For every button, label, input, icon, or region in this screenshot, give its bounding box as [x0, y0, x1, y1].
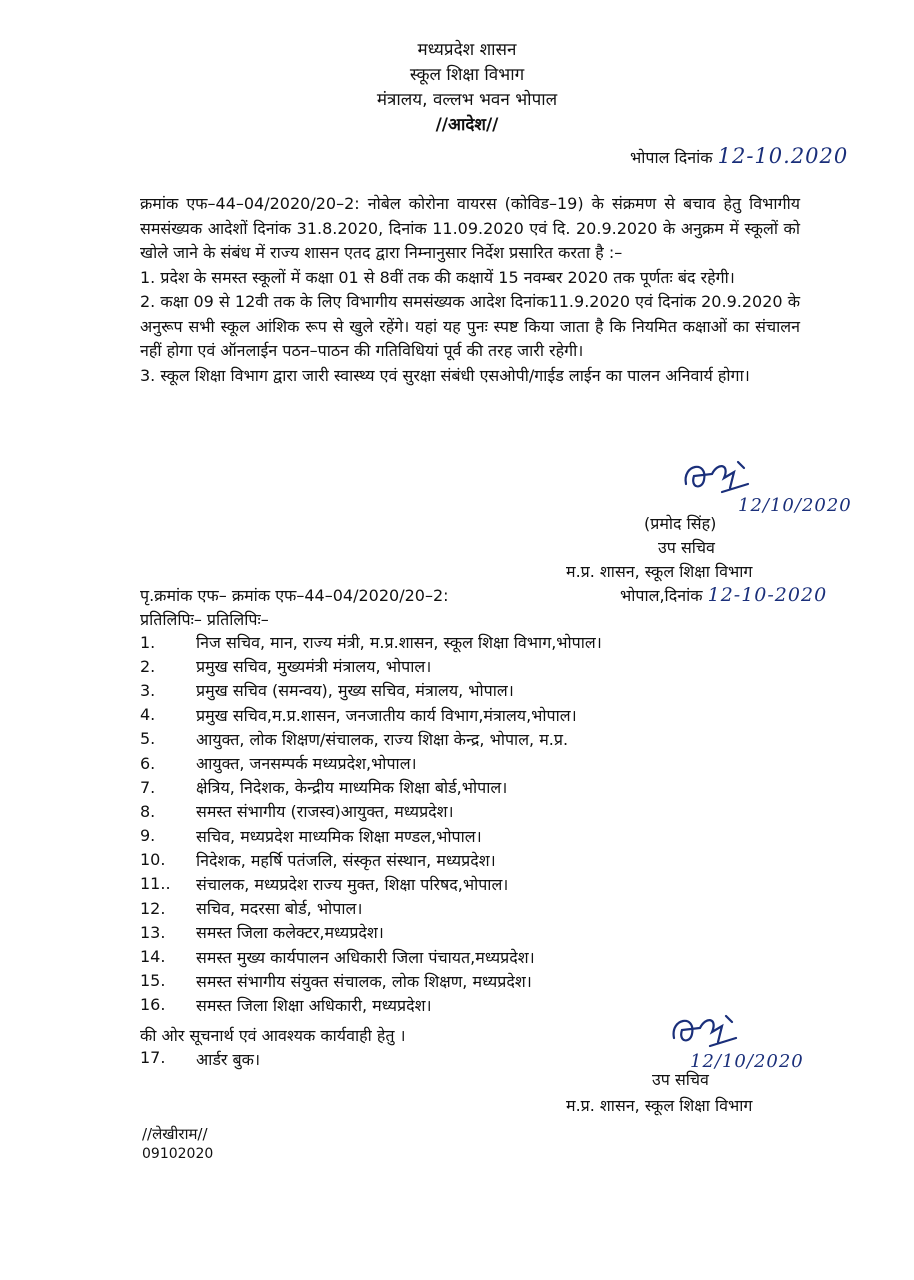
closing-line: की ओर सूचनार्थ एवं आवश्यक कार्यवाही हेतु ।: [140, 1026, 406, 1045]
list-item-number: 13.: [140, 922, 166, 942]
list-item-text: निज सचिव, मान, राज्य मंत्री, म.प्र.शासन, स्कूल शिक्षा विभाग,भोपाल।: [196, 633, 602, 653]
list-item: [140, 969, 780, 993]
list-item-text: समस्त जिला शिक्षा अधिकारी, मध्यप्रदेश।: [196, 995, 432, 1015]
list-item-text: आयुक्त, जनसम्पर्क मध्यप्रदेश,भोपाल।: [196, 754, 417, 774]
copy-date-label: भोपाल,दिनांक: [620, 586, 703, 605]
list-item-text: प्रमुख सचिव,म.प्र.शासन, जनजातीय कार्य विभाग,मंत्रालय,भोपाल।: [196, 705, 577, 725]
list-item-number: 10.: [140, 850, 166, 870]
list-item: [140, 703, 780, 727]
signature2-designation: उप सचिव: [652, 1070, 709, 1089]
copy-heading: प्रतिलिपिः– प्रतिलिपिः–: [140, 610, 269, 629]
header-department: स्कूल शिक्षा विभाग: [409, 65, 525, 85]
letterhead: [0, 38, 914, 138]
signature1-date: 12/10/2020: [738, 495, 852, 516]
list-item: [140, 727, 780, 751]
list-item-number: 12.: [140, 898, 166, 918]
list-item-text: क्षेत्रिय, निदेशक, केन्द्रीय माध्यमिक शिक्षा बोर्ड,भोपाल।: [196, 778, 508, 798]
list-item-number: 16.: [140, 995, 166, 1015]
order-title: //आदेश//: [435, 115, 499, 135]
list-item-number: 17.: [140, 1048, 166, 1067]
list-item-text: आयुक्त, लोक शिक्षण/संचालक, राज्य शिक्षा केन्द्र, भोपाल, म.प्र.: [196, 729, 569, 749]
list-item: [140, 799, 780, 823]
list-item-text: प्रमुख सचिव, मुख्यमंत्री मंत्रालय, भोपाल।: [196, 657, 432, 677]
list-item: [140, 872, 780, 896]
list-item: [140, 630, 780, 654]
document-code: 09102020: [142, 1146, 214, 1162]
order-body: [140, 192, 800, 388]
list-item-number: 6.: [140, 753, 156, 773]
handwritten-date: 12-10.2020: [717, 144, 849, 168]
header-address: मंत्रालय, वल्लभ भवन भोपाल: [376, 90, 558, 110]
list-item: [140, 920, 780, 944]
order-point-1: 1. प्रदेश के समस्त स्कूलों में कक्षा 01 से 8वीं तक की कक्षायें 15 नवम्बर 2020 तक पूर्णतः बंद रहेगी।: [140, 267, 735, 287]
list-item-text: समस्त जिला कलेक्टर,मध्यप्रदेश।: [196, 923, 384, 943]
list-item-text: निदेशक, महर्षि पतंजलि, संस्कृत संस्थान, मध्यप्रदेश।: [196, 850, 496, 870]
list-item-text: समस्त संभागीय संयुक्त संचालक, लोक शिक्षण, मध्यप्रदेश।: [196, 971, 532, 991]
list-item-number: 15.: [140, 971, 166, 991]
list-item: [140, 751, 780, 775]
list-item-text: सचिव, मध्यप्रदेश माध्यमिक शिक्षा मण्डल,भोपाल।: [196, 826, 482, 846]
copy-reference: पृ.क्रमांक एफ– क्रमांक एफ–44–04/2020/20–2:: [140, 586, 449, 605]
order-intro: क्रमांक एफ–44–04/2020/20–2: नोबेल कोरोना वायरस (कोविड–19) के संक्रमण से बचाव हेतु विभागीय समसंख्यक आदेशों दिनांक 31.8.2020, दिनांक 11.09.2020 एवं दि. 20.9.2020 के अनुक्रम में स्कूलों को खोले जाने के संबंध में राज्य शासन एतद द्वारा निम्नानुसार निर्देश प्रसारित करता है :–: [140, 194, 800, 262]
list-item: [140, 1048, 260, 1070]
list-item-number: 4.: [140, 705, 156, 725]
list-item: [140, 678, 780, 702]
list-item-number: 3.: [140, 680, 156, 700]
list-item: [140, 824, 780, 848]
distribution-list: [140, 630, 780, 1017]
list-item-number: 1.: [140, 632, 156, 652]
signature2-date: 12/10/2020: [690, 1051, 804, 1072]
list-item-text: प्रमुख सचिव (समन्वय), मुख्य सचिव, मंत्रालय, भोपाल।: [196, 681, 514, 701]
list-item-text: आर्डर बुक।: [196, 1050, 261, 1069]
list-item-number: 11..: [140, 874, 171, 894]
list-item-number: 7.: [140, 777, 156, 797]
list-item-number: 2.: [140, 656, 156, 676]
list-item-text: समस्त मुख्य कार्यपालन अधिकारी जिला पंचायत,मध्यप्रदेश।: [196, 947, 535, 967]
signatory-name: (प्रमोद सिंह): [644, 514, 717, 533]
list-item-text: संचालक, मध्यप्रदेश राज्य मुक्त, शिक्षा परिषद,भोपाल।: [196, 874, 509, 894]
list-item-number: 14.: [140, 947, 166, 967]
signatory-office: म.प्र. शासन, स्कूल शिक्षा विभाग: [566, 562, 753, 581]
list-item: [140, 775, 780, 799]
list-item: [140, 896, 780, 920]
order-point-3: 3. स्कूल शिक्षा विभाग द्वारा जारी स्वास्थ्य एवं सुरक्षा संबंधी एसओपी/गाईड लाईन का पालन अनिवार्य होगा।: [140, 365, 750, 385]
list-item: [140, 654, 780, 678]
list-item-number: 5.: [140, 729, 156, 749]
list-item-number: 9.: [140, 826, 156, 846]
list-item: [140, 944, 780, 968]
issue-dateline: [630, 144, 848, 168]
date-label: भोपाल दिनांक: [630, 148, 713, 167]
header-government: मध्यप्रदेश शासन: [417, 40, 517, 60]
scribe-name: //लेखीराम//: [142, 1125, 208, 1143]
list-item-text: सचिव, मदरसा बोर्ड, भोपाल।: [196, 899, 363, 919]
list-item: [140, 848, 780, 872]
signature2-office: म.प्र. शासन, स्कूल शिक्षा विभाग: [566, 1096, 753, 1115]
list-item-number: 8.: [140, 801, 156, 821]
order-point-2: 2. कक्षा 09 से 12वी तक के लिए विभागीय समसंख्यक आदेश दिनांक11.9.2020 एवं दिनांक 20.9.2020 के अनुरूप सभी स्कूल आंशिक रूप से खुले रहेंगे। यहां यह पुनः स्पष्ट किया जाता है कि नियमित कक्षाओं का संचालन नहीं होगा एवं ऑनलाईन पठन–पाठन की गतिविधियां पूर्व की तरह जारी रहेगी।: [140, 292, 800, 360]
list-item-text: समस्त संभागीय (राजस्व)आयुक्त, मध्यप्रदेश।: [196, 802, 454, 822]
signatory-designation: उप सचिव: [658, 538, 715, 557]
copy-handwritten-date: 12-10-2020: [707, 584, 828, 606]
copy-header: [140, 584, 449, 632]
copy-dateline: [620, 584, 827, 606]
